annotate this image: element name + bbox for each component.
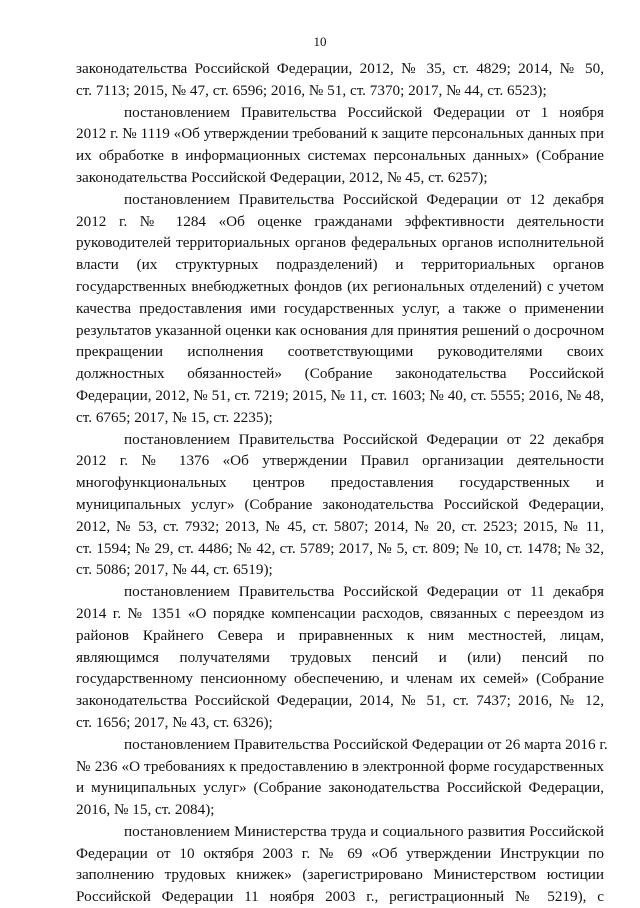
paragraph [76,102,604,189]
text-line: Федерации от 10 октября 2003 г. № 69 «Об утверждении Инструкции по [76,844,604,862]
text-line: 2012 г. № 1284 «Об оценке гражданами эффективности деятельности [76,212,604,230]
text-line: ст. 1656; 2017, № 43, ст. 6326); [76,713,273,731]
paragraph [76,429,604,582]
text-line: постановлением Правительства Российской Федерации от 11 декабря [124,583,604,601]
text-line: прекращении исполнения соответствующими руководителями своих [76,343,604,361]
text-line: 2012 г. № 1119 «Об утверждении требований к защите персональных данных при [76,125,604,143]
text-line: результатов указанной оценки как основания для принятия решений о досрочном [76,321,605,339]
paragraph [76,189,604,429]
text-line: законодательства Российской Федерации, 2012, № 35, ст. 4829; 2014, № 50, [76,60,604,77]
text-line: руководителей территориальных органов федеральных органов исполнительной [76,234,604,252]
text-line: и муниципальных услуг» (Собрание законодательства Российской Федерации, [76,779,604,797]
text-line: постановлением Правительства Российской Федерации от 12 декабря [124,190,604,208]
text-line: власти (их структурных подразделений) и территориальных органов [76,256,604,274]
text-line: постановлением Правительства Российской Федерации от 1 ноября [124,103,604,121]
paragraph [76,821,604,908]
text-line: государственных внебюджетных фондов (их региональных отделений) с учетом [76,277,604,295]
text-line: качества предоставления ими государственных услуг, а также о применении [76,299,604,317]
text-line: их обработке в информационных системах персональных данных» (Собрание [76,147,604,165]
text-line: государственному пенсионному обеспечению, и членам их семей» (Собрание [76,670,604,688]
text-line: постановлением Правительства Российской Федерации от 26 марта 2016 г. [124,735,608,753]
text-line: муниципальных услуг» (Собрание законодательства Российской Федерации, [76,495,604,513]
paragraph [76,734,608,821]
text-line: № 236 «О требованиях к предоставлению в электронной форме государственных [76,757,604,775]
text-line: районов Крайнего Севера и приравненных к ним местностей, лицам, [76,626,604,644]
text-line: постановлением Министерства труда и социального развития Российской [124,822,604,840]
text-line: ст. 7113; 2015, № 47, ст. 6596; 2016, № 51, ст. 7370; 2017, № 44, ст. 6523); [76,81,547,99]
text-line: являющимся получателями трудовых пенсий и (или) пенсий по [76,648,604,666]
page-number: 10 [313,34,327,49]
text-line: многофункциональных центров предоставления государственных и [76,474,604,492]
text-line: Федерации, 2012, № 51, ст. 7219; 2015, № 11, ст. 1603; № 40, ст. 5555; 2016, № 48, [76,386,604,404]
text-line: постановлением Правительства Российской Федерации от 22 декабря [124,430,604,448]
document-body [76,58,608,908]
text-line: Российской Федерации 11 ноября 2003 г., регистрационный № 5219), с [76,888,604,906]
text-line: 2014 г. № 1351 «О порядке компенсации расходов, связанных с переездом из [76,604,604,622]
text-line: должностных обязанностей» (Собрание законодательства Российской [76,365,604,383]
text-line: ст. 6765; 2017, № 15, ст. 2235); [76,408,273,426]
text-line: 2012 г. № 1376 «Об утверждении Правил организации деятельности [76,452,604,470]
text-line: 2012, № 53, ст. 7932; 2013, № 45, ст. 5807; 2014, № 20, ст. 2523; 2015, № 11, [76,517,604,535]
text-line: законодательства Российской Федерации, 2014, № 51, ст. 7437; 2016, № 12, [76,692,604,710]
paragraph [76,58,604,102]
text-line: ст. 1594; № 29, ст. 4486; № 42, ст. 5789; 2017, № 5, ст. 809; № 10, ст. 1478; № 32, [76,539,604,557]
text-line: 2016, № 15, ст. 2084); [76,801,215,819]
text-line: ст. 5086; 2017, № 44, ст. 6519); [76,561,273,579]
text-line: законодательства Российской Федерации, 2012, № 45, ст. 6257); [76,168,488,186]
paragraph [76,581,604,734]
text-line: заполнению трудовых книжек» (зарегистрировано Министерством юстиции [76,866,604,884]
